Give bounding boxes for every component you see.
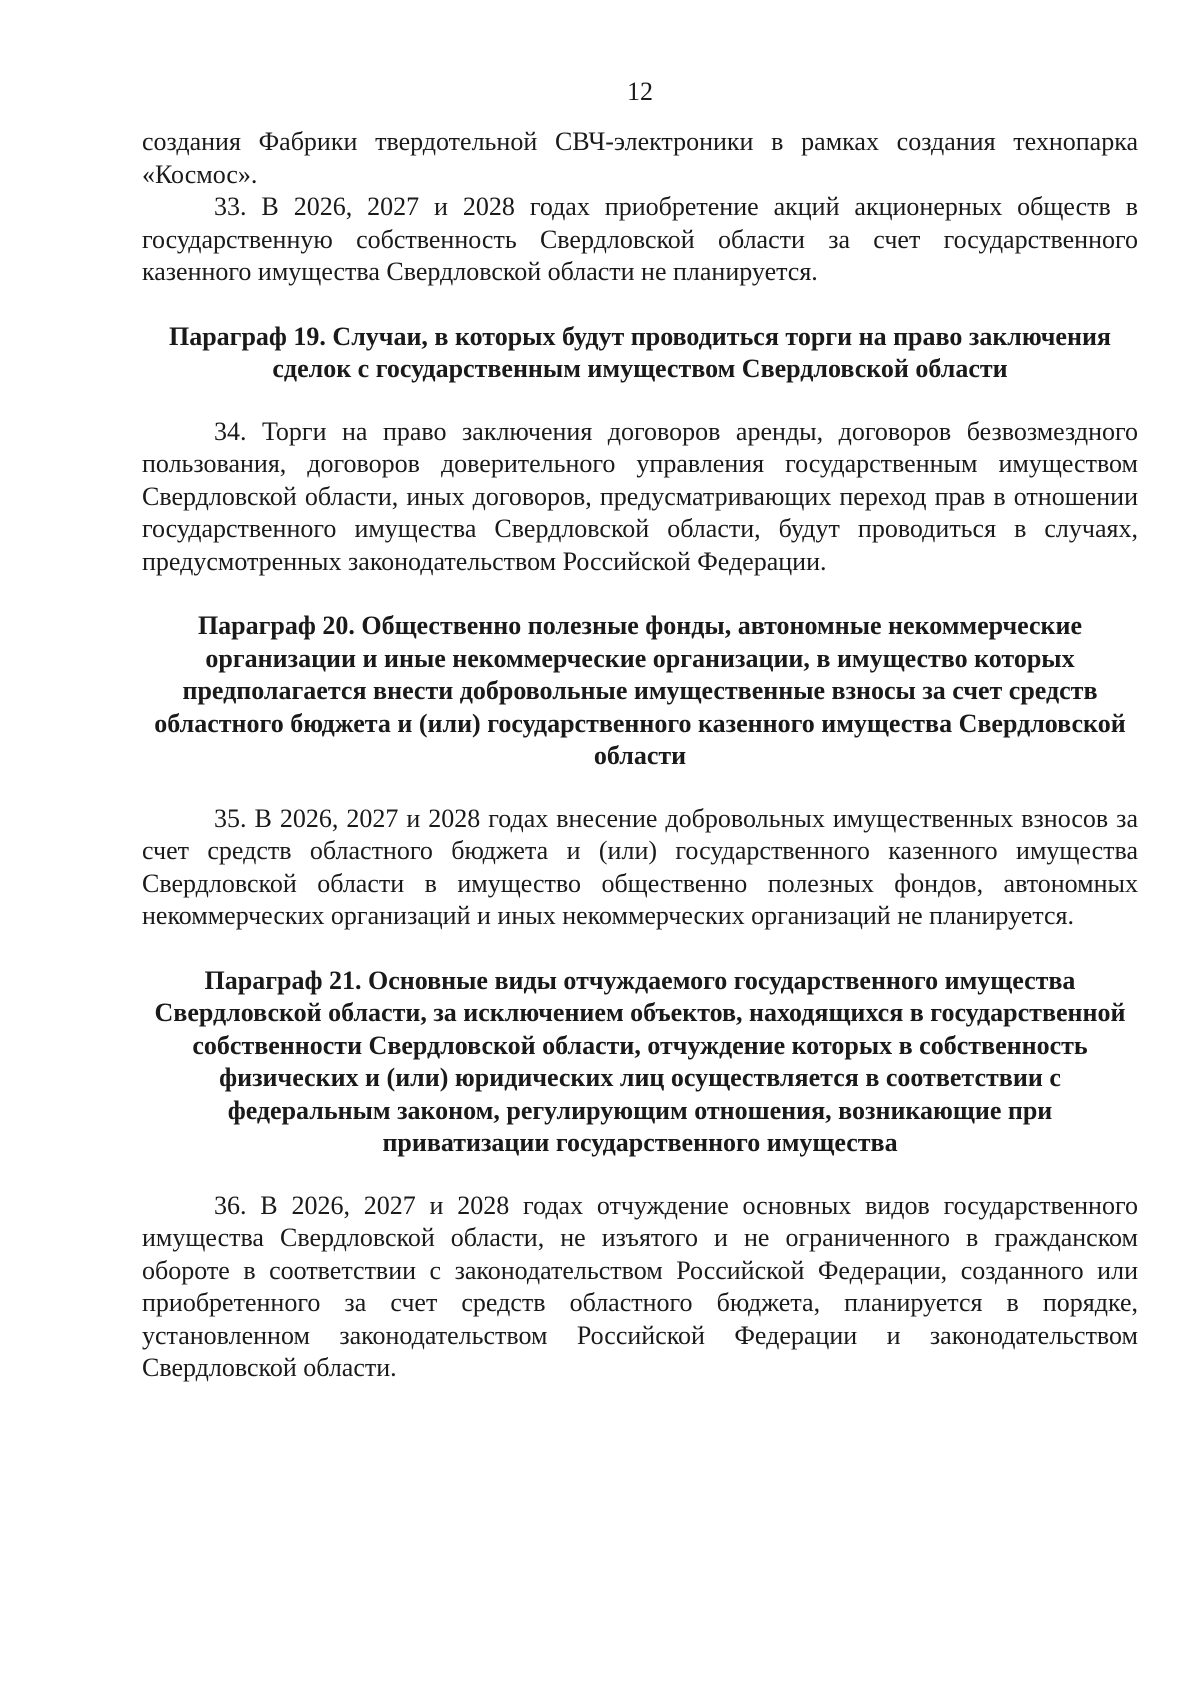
paragraph-34: 34. Торги на право заключения договоров аренды, договоров безвозмездного пользования, договоров доверительного управления государственным имуществом Свердловской области, иных договоров, предусматривающих переход прав в отношении государственного имущества Свердловской области, будут проводиться в случаях, предусмотренных законодательством Российской Федерации. <box>142 416 1138 576</box>
heading-paragraph-20: Параграф 20. Общественно полезные фонды, автономные некоммерческие организации и иные некоммерческие организации, в имущество которых предполагается внести добровольные имущественные взносы за счет средств областного бюджета и (или) государственного казенного имущества Свердловской области <box>154 611 1126 770</box>
page-number: 12 <box>627 77 653 106</box>
heading-paragraph-21: Параграф 21. Основные виды отчуждаемого государственного имущества Свердловской области, за исключением объектов, находящихся в государственной собственности Свердловской области, отчуждение которых в собственность физических и (или) юридических лиц осуществляется в соответствии с федеральным законом, регулирующим отношения, возникающие при приватизации государственного имущества <box>154 965 1126 1157</box>
paragraph-35: 35. В 2026, 2027 и 2028 годах внесение добровольных имущественных взносов за счет средств областного бюджета и (или) государственного казенного имущества Свердловской области в имущество общественно полезных фондов, автономных некоммерческих организаций и иных некоммерческих организаций не планируется. <box>142 803 1138 930</box>
paragraph-36: 36. В 2026, 2027 и 2028 годах отчуждение основных видов государственного имущества Свердловской области, не изъятого и не ограниченного в гражданском обороте в соответствии с законодательством Российской Федерации, созданного или приобретенного за счет средств областного бюджета, планируется в порядке, установленном законодательством Российской Федерации и законодательством Свердловской области. <box>142 1190 1138 1382</box>
heading-paragraph-19: Параграф 19. Случаи, в которых будут проводиться торги на право заключения сделок с государственным имуществом Свердловской области <box>168 321 1112 383</box>
document-page <box>142 72 1138 1385</box>
paragraph-continuation: создания Фабрики твердотельной СВЧ-электроники в рамках создания технопарка «Космос». <box>142 127 1138 189</box>
paragraph-33: 33. В 2026, 2027 и 2028 годах приобретение акций акционерных обществ в государственную собственность Свердловской области за счет государственного казенного имущества Свердловской области не планируется. <box>142 192 1138 286</box>
